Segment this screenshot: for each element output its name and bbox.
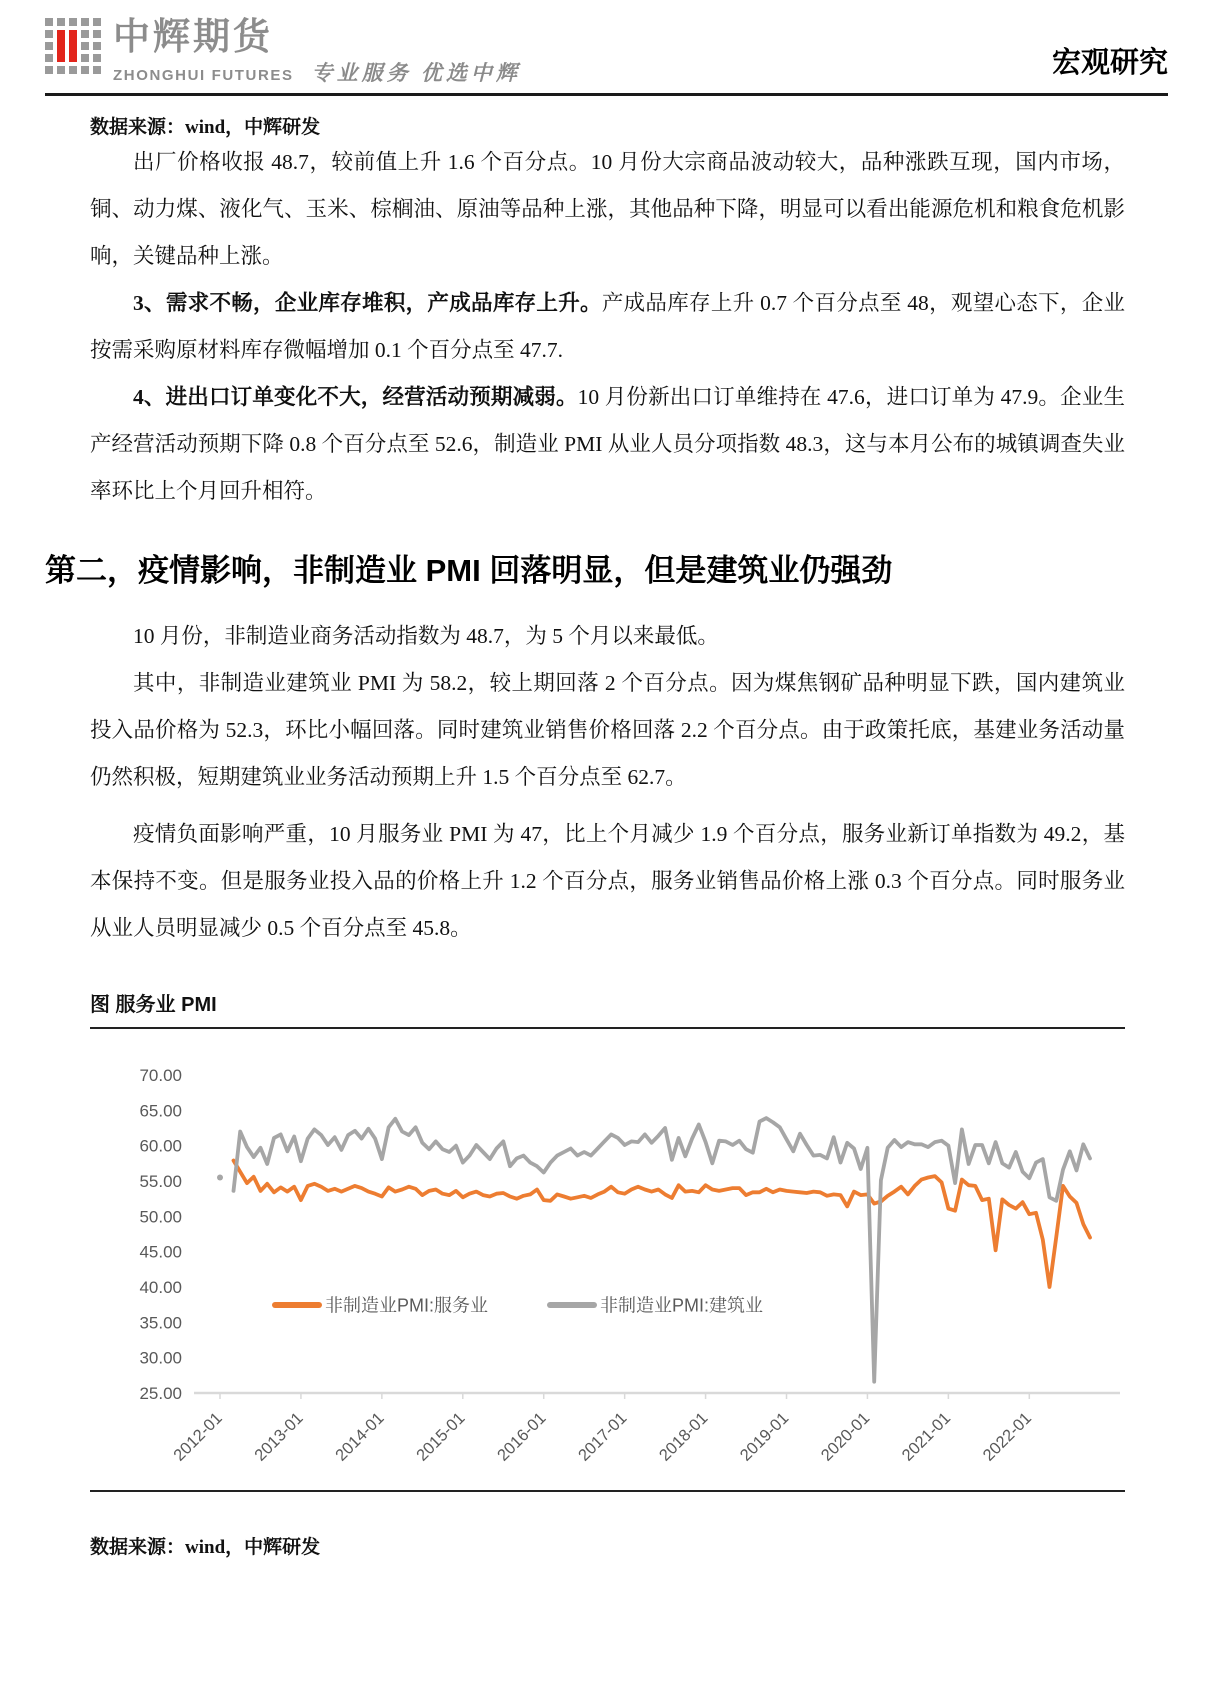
logo-name-en: ZHONGHUI FUTURES (113, 66, 294, 84)
data-source-bottom: 数据来源：wind，中辉研发 (90, 1537, 321, 1559)
x-axis-tick-label: 2013-01 (251, 1409, 307, 1465)
paragraph-nonmfg-index: 10 月份，非制造业商务活动指数为 48.7，为 5 个月以来最低。 (133, 624, 719, 649)
x-axis-tick-label: 2019-01 (736, 1409, 793, 1465)
header-divider (45, 93, 1168, 96)
series-point-1 (217, 1175, 223, 1181)
paragraph-point-4 (90, 374, 1125, 515)
y-axis-tick-label: 70.00 (139, 1066, 182, 1086)
x-axis-tick-label: 2017-01 (574, 1409, 631, 1465)
page-header (0, 0, 1213, 87)
series-line-0 (234, 1161, 1091, 1288)
y-axis-tick-label: 35.00 (139, 1313, 182, 1333)
x-axis-tick-label: 2015-01 (413, 1409, 469, 1465)
figure-services-pmi (90, 988, 1125, 1492)
paragraph-point-3-rest: 产成品库存上升 0.7 个百分点至 48，观望心态下，企业按需采购原材料库存微幅增加 0.1 个百分点至 47.7. (90, 290, 1125, 362)
y-axis-tick-label: 50.00 (139, 1207, 182, 1227)
y-axis-tick-label: 40.00 (139, 1278, 182, 1298)
figure-title: 图 服务业 PMI (90, 994, 217, 1017)
y-axis-tick-label: 55.00 (139, 1172, 182, 1192)
logo-name-cn: 中辉期货 (113, 16, 273, 57)
x-axis-tick-label: 2018-01 (655, 1409, 712, 1465)
y-axis-tick-label: 60.00 (139, 1136, 182, 1156)
legend-label-0: 非制造业PMI:服务业 (325, 1295, 489, 1316)
series-line-1 (234, 1118, 1091, 1382)
company-logo (45, 18, 521, 87)
y-axis-tick-label: 25.00 (139, 1384, 182, 1404)
logo-grid-icon (45, 18, 101, 76)
section-heading-2: 第二，疫情影响，非制造业 PMI 回落明显，但是建筑业仍强劲 (45, 552, 893, 588)
x-axis-tick-label: 2021-01 (898, 1409, 955, 1465)
logo-slogan: 专业服务 优选中辉 (311, 60, 521, 85)
paragraph-factory-price: 出厂价格收报 48.7，较前值上升 1.6 个百分点。10 月份大宗商品波动较大，品种涨跌互现，国内市场，铜、动力煤、液化气、玉米、棕榈油、原油等品种上涨，其他品种下降，明显可以看出能源危机和粮食危机影响，关键品种上涨。 (90, 149, 1125, 268)
logo-text (113, 18, 521, 87)
paragraph-point-4-lead: 4、进出口订单变化不大，经营活动预期减弱。 (133, 384, 578, 409)
x-axis-tick-label: 2014-01 (332, 1409, 388, 1465)
x-axis-tick-label: 2012-01 (170, 1409, 226, 1465)
report-section-label: 宏观研究 (1051, 46, 1168, 79)
x-axis-tick-label: 2020-01 (817, 1409, 874, 1465)
paragraph-services: 疫情负面影响严重，10 月服务业 PMI 为 47，比上个月减少 1.9 个百分点，服务业新订单指数为 49.2，基本保持不变。但是服务业投入品的价格上升 1.2 个百分点，服务业销售品价格上涨 0.3 个百分点。同时服务业从业人员明显减少 0.5 个百分点至 45.8。 (90, 822, 1125, 941)
x-axis-tick-label: 2022-01 (979, 1409, 1036, 1465)
data-source-top: 数据来源：wind，中辉研发 (90, 116, 321, 138)
paragraph-point-3-lead: 3、需求不畅，企业库存堆积，产成品库存上升。 (133, 290, 602, 315)
report-body (45, 106, 1125, 1559)
y-axis-tick-label: 30.00 (139, 1348, 182, 1368)
paragraph-point-3 (90, 280, 1125, 374)
paragraph-point-4-rest: 10 月份新出口订单维持在 47.6，进口订单为 47.9。企业生产经营活动预期下降 0.8 个百分点至 52.6，制造业 PMI 从业人员分项指数 48.3，这与本月公布的城镇调查失业率环比上个月回升相符。 (90, 384, 1125, 503)
y-axis-tick-label: 45.00 (139, 1242, 182, 1262)
x-axis-tick-label: 2016-01 (493, 1409, 550, 1465)
paragraph-construction: 其中，非制造业建筑业 PMI 为 58.2，较上期回落 2 个百分点。因为煤焦钢矿品种明显下跌，国内建筑业投入品价格为 52.3，环比小幅回落。同时建筑业销售价格回落 2.2 个百分点。由于政策托底，基建业务活动量仍然积极，短期建筑业业务活动预期上升 1.5 个百分点至 62.7。 (90, 671, 1125, 790)
legend-label-1: 非制造业PMI:建筑业 (600, 1295, 764, 1316)
pmi-chart (90, 1033, 1125, 1485)
figure-divider-bottom (90, 1490, 1125, 1492)
y-axis-tick-label: 65.00 (139, 1101, 182, 1121)
